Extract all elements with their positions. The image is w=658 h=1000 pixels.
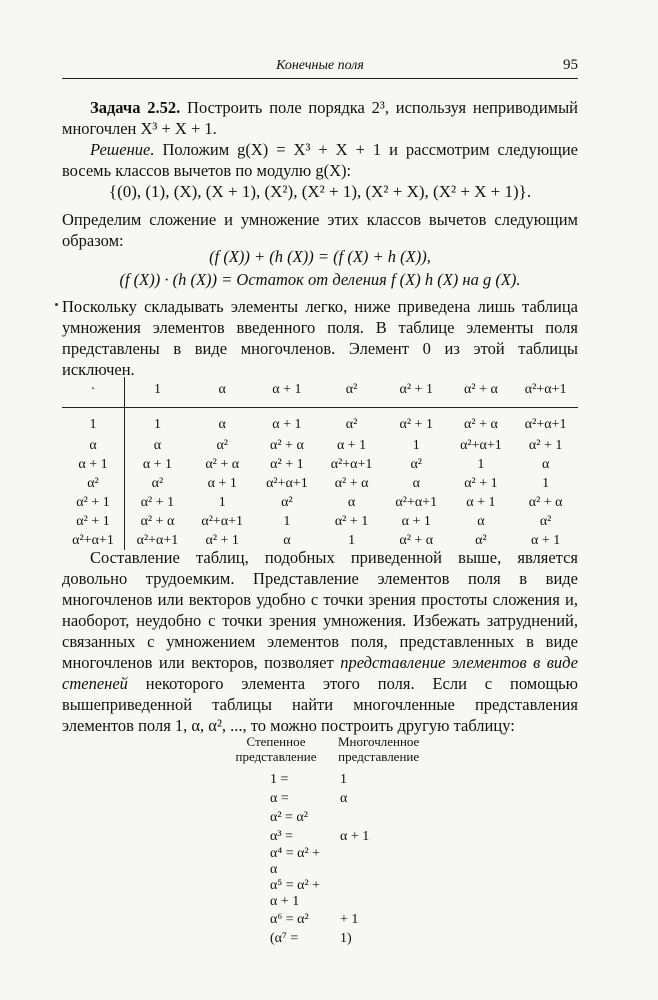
- mult-col-header: α: [218, 382, 226, 397]
- solution-label: Решение.: [90, 140, 155, 159]
- mult-table-cell: α² + α: [464, 417, 498, 432]
- mult-table-cell: α² + 1: [205, 532, 239, 548]
- mult-table-cell: α² + 1: [140, 494, 175, 510]
- representation-text-1: Составление таблиц, подобных приведенной выше, является довольно трудоемким. Представление элементов поля в виде многочленов или векторов удобно с точки зрения простоты сложения и, наоборот, неудобно с точки зрения умножения. Избежать затруднений, связанных с умножением элементов поля, представленных в виде многочленов или векторов, позволяет: [62, 548, 578, 672]
- polynomial-representation: α + 1: [340, 828, 370, 844]
- mult-table-cell: α + 1: [142, 456, 173, 472]
- powers-header-poly-line2: представление: [338, 749, 420, 764]
- mult-table-cell: 1: [412, 437, 420, 453]
- mult-table-cell: α: [477, 513, 485, 529]
- mult-table-cell: 1: [477, 456, 485, 472]
- power-representation: α =: [270, 790, 289, 806]
- polynomial-representation: 1): [340, 930, 352, 946]
- margin-dot: [55, 303, 58, 306]
- formula-addition: (f (X)) + (h (X)) = (f (X) + h (X)),: [209, 247, 431, 266]
- mult-table-row: [62, 493, 578, 512]
- problem-paragraph: [62, 97, 578, 139]
- powers-table-row: [222, 789, 427, 808]
- mult-col-header: α² + 1: [399, 382, 433, 397]
- formula-multiplication: (f (X)) · (h (X)) = Остаток от деления f (X) h (X) на g (X).: [119, 270, 521, 289]
- powers-table: [222, 734, 427, 948]
- mult-table-row: [62, 408, 578, 437]
- mult-table-header-row: [62, 377, 578, 408]
- solution-text: Положим g(X) = X³ + X + 1 и рассмотрим следующие восемь классов вычетов по модулю g(X):: [62, 140, 579, 180]
- power-representation: α⁵ = α² + α + 1: [270, 878, 321, 909]
- mult-table-cell: α²: [539, 513, 552, 529]
- mult-col-header: α + 1: [272, 382, 302, 397]
- mult-table-corner: ·: [62, 377, 125, 408]
- powers-table-row: [222, 929, 427, 948]
- mult-table-cell: α + 1: [401, 513, 431, 529]
- mult-table-cell: α²+α+1: [136, 532, 179, 548]
- mult-table-cell: α²: [475, 532, 487, 548]
- mult-table-cell: α²: [281, 494, 293, 510]
- mult-row-header: 1: [62, 408, 125, 437]
- mult-table-cell: α²+α+1: [330, 456, 373, 472]
- powers-table-row: [222, 770, 427, 789]
- power-representation: 1 =: [270, 771, 289, 787]
- mult-table-cell: α: [283, 532, 291, 548]
- mult-table-cell: α + 1: [272, 417, 302, 432]
- power-representation: α⁴ = α² + α: [270, 846, 321, 877]
- mult-table-cell: α² + α: [140, 513, 175, 529]
- mult-table-cell: α² + 1: [528, 437, 563, 453]
- polynomial-representation: α: [340, 790, 348, 806]
- mult-table-cell: α²+α+1: [524, 417, 567, 432]
- polynomial-representation: 1: [340, 771, 347, 787]
- powers-table-row: [222, 910, 427, 929]
- table-intro-paragraph: Поскольку складывать элементы легко, ниже приведена лишь таблица умножения элементов введенного поля. В таблице элементы поля представлены в виде многочленов. Элемент 0 из этой таблицы исключен.: [62, 297, 578, 379]
- power-representation: α² = α²: [270, 809, 308, 825]
- page-number: 95: [563, 57, 578, 73]
- polynomial-representation: [330, 808, 427, 827]
- mult-row-header: α² + 1: [62, 493, 125, 512]
- mult-row-header: α²: [62, 474, 125, 493]
- mult-table-cell: α² + α: [205, 456, 240, 472]
- mult-table-row: [62, 436, 578, 455]
- mult-row-header: α² + 1: [62, 512, 125, 531]
- mult-row-header: α²+α+1: [62, 531, 125, 550]
- power-representation: α³ =: [270, 828, 293, 844]
- mult-table-cell: 1: [348, 532, 356, 548]
- multiplication-table: [62, 377, 578, 550]
- polynomial-representation: [330, 878, 427, 910]
- mult-col-header: α² + α: [464, 382, 498, 397]
- power-representation: (α⁷ =: [270, 930, 299, 946]
- define-ops-paragraph: Определим сложение и умножение этих классов вычетов следующим образом:: [62, 210, 578, 250]
- mult-table-cell: α + 1: [336, 437, 367, 453]
- powers-header-poly: [330, 734, 427, 770]
- mult-table-cell: α²: [345, 417, 358, 432]
- mult-table-cell: α: [541, 456, 550, 472]
- mult-table-cell: 1: [218, 494, 226, 510]
- mult-table-cell: α + 1: [466, 494, 496, 510]
- powers-header-power-line2: представление: [235, 749, 317, 764]
- polynomial-representation: + 1: [340, 911, 359, 927]
- mult-table-cell: α: [347, 494, 356, 510]
- mult-table-cell: α²: [410, 456, 423, 472]
- powers-header-power-line1: Степенное: [246, 734, 306, 749]
- polynomial-representation: [330, 846, 427, 878]
- mult-col-header: α²: [345, 382, 358, 397]
- representation-italic: представление элементов в виде степеней: [62, 653, 578, 693]
- page-header: [62, 56, 578, 79]
- mult-table-cell: 1: [283, 513, 291, 529]
- power-representation: α⁶ = α²: [270, 911, 309, 927]
- mult-table-cell: α: [412, 475, 420, 491]
- powers-table-row: [222, 808, 427, 827]
- mult-table-cell: α² + 1: [334, 513, 369, 529]
- mult-col-header: α²+α+1: [524, 382, 567, 397]
- residue-set: {(0), (1), (X), (X + 1), (X²), (X² + 1), (X² + X), (X² + X + 1)}.: [108, 182, 532, 201]
- mult-table-cell: α + 1: [207, 475, 237, 491]
- representation-paragraph: [62, 547, 578, 736]
- mult-table-cell: α²+α+1: [266, 475, 308, 491]
- mult-table-cell: α²+α+1: [395, 494, 438, 510]
- powers-header-power: [222, 734, 330, 770]
- running-title: Конечные поля: [276, 58, 364, 73]
- powers-table-row: [222, 846, 427, 878]
- problem-label: Задача 2.52.: [90, 98, 181, 117]
- mult-table-cell: α²+α+1: [201, 513, 244, 529]
- mult-table-cell: α² + α: [334, 475, 369, 491]
- mult-col-header: 1: [153, 382, 161, 397]
- mult-row-header: α + 1: [62, 455, 125, 474]
- mult-table-cell: α: [153, 437, 162, 453]
- problem-text: Построить поле порядка 2³, используя неприводимый многочлен X³ + X + 1.: [62, 98, 579, 138]
- representation-text-2: некоторого элемента этого поля. Если с помощью вышеприведенной таблицы найти многочленные представления элементов поля 1, α, α², ..., то можно построить другую таблицу:: [62, 674, 579, 735]
- mult-table-cell: α² + α: [399, 532, 434, 548]
- mult-row-header: α: [62, 436, 125, 455]
- mult-table-cell: α: [218, 417, 226, 432]
- solution-paragraph: [62, 139, 578, 181]
- mult-table-row: [62, 455, 578, 474]
- mult-table-cell: 1: [153, 417, 161, 432]
- mult-table-cell: α²+α+1: [460, 437, 502, 453]
- mult-table-cell: α² + α: [528, 494, 563, 510]
- mult-table-cell: α² + 1: [399, 417, 433, 432]
- mult-table-cell: α² + α: [270, 437, 304, 453]
- mult-table-cell: α²: [216, 437, 228, 453]
- mult-table-cell: α + 1: [531, 532, 561, 548]
- powers-table-row: [222, 827, 427, 846]
- mult-table-row: [62, 512, 578, 531]
- mult-table-row: [62, 474, 578, 493]
- mult-table-cell: α² + 1: [270, 456, 304, 472]
- mult-table-cell: 1: [542, 475, 550, 491]
- powers-header-poly-line1: Многочленное: [338, 734, 420, 749]
- mult-table-cell: α² + 1: [464, 475, 498, 491]
- mult-table-cell: α²: [151, 475, 164, 491]
- powers-table-row: [222, 878, 427, 910]
